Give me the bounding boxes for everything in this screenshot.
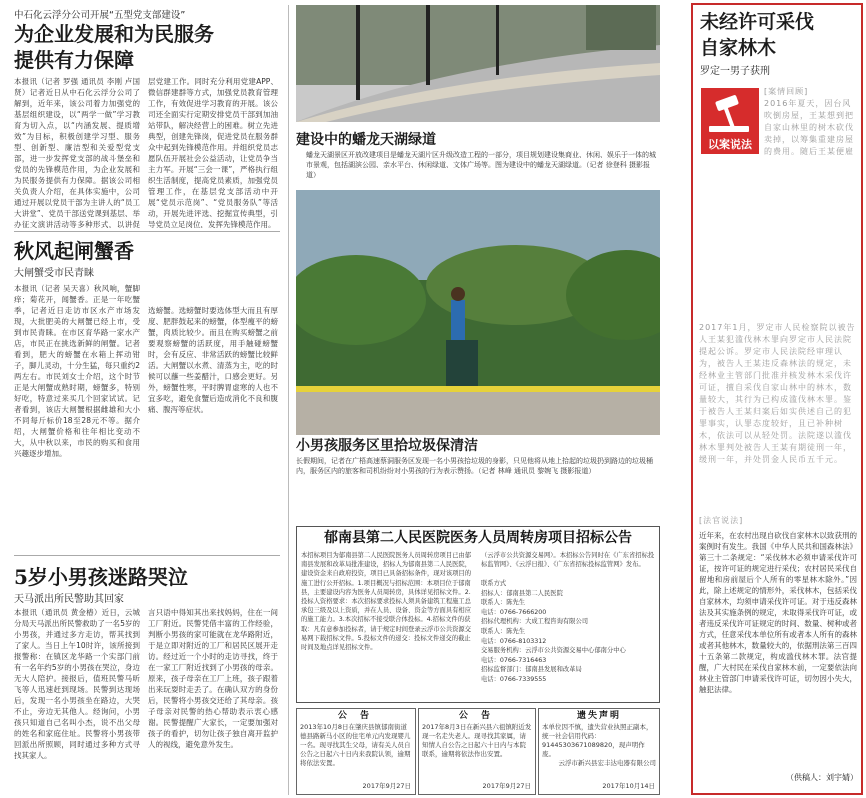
column-rule xyxy=(288,5,289,795)
case-paragraph-1: 2016年夏天，因台风吹倒房屋，王某想到把自家山林里的树木砍伐卖掉，以筹集重建房屋的费用。随后王某便雇 xyxy=(764,99,854,156)
greenway-caption-text: 蟠龙天湖景区开放改建项目是蟠龙天湖片区升级改造工程的一部分，项目规划建设集商业、休闲、娱乐于一体的城市景观，包括湖滨公园、亲水平台、休闲绿道、文体广场等。图为建设中的蟠龙天湖绿道。 xyxy=(306,151,656,169)
case-badge xyxy=(701,88,759,154)
boy-garbage-photo-title: 小男孩服务区里拾垃圾保清洁 xyxy=(296,438,478,454)
notice-2-body: 2017年8月3日在新兴县六祖镇附近发现一名走失老人。现寻找其家属，请知情人自公告之日起六十日内与本院联系，逾期将依法作出安置。 xyxy=(422,723,532,758)
a1-body-col1: 本报讯（记者 罗强 通讯员 李刚 卢国贤）记者近日从中石化云浮分公司了解到，近年来，该公司着力加强党的基层组织建设，以“两学一做”学习教育为切入点，以“内涵发展、提质增效”为目标，积极创建学习型、服务型、创新型、廉洁型和关爱型党支部，进一步发挥党支部的战斗堡垒和党员的先锋模范作用，为企业发展和为民服务提供有力保障。据该公司相关负责人介绍，在具体实施中，公司通过开展以党员干部为主讲人的“员工大讲堂”、党员干部送党课到基层、举办征文演讲活动等多种形式，以讲促 xyxy=(14,77,140,228)
greenway-caption xyxy=(296,150,660,190)
tender-body-col1: 本招标项目为郁南县第二人民医院医务人员周转房项目已由郁南县发展和改革局批准建设，招标人为郁南县第二人民医院，建设资金来自政府投资，项目已具备招标条件，现对该项目的施工进行公开招标。1.项目概况与招标范围：本项目位于郁南县，主要建设内容为医务人员周转房，具体详见招标文件。2.投标人资格要求：本次招标要求投标人须具备建筑工程施工总承包三级及以上资质，并在人员、设备、资金等方面具有相应的施工能力。3.本次招标不接受联合体投标。4.招标文件的获取：凡有意参加投标者，请于规定时间登录云浮市公共资源交易网下载招标文件。5.投标文件的递交：投标文件递交的截止时间及地点详见招标文件。 xyxy=(301,552,472,652)
a2-body-col1: 本报讯（记者 吴天喜）秋风响，蟹脚痒；菊花开，闻蟹香。正是一年吃蟹季，记者近日走访市区水产市场发现，大批肥美的大闸蟹已经上市，受到市民青睐。在市区育华路一家水产店，市民正在挑选新鲜的闸蟹。记者看到，肥大的螃蟹在水箱上挥动钳子，脚儿灵动，十分生猛，每只重约2两左右。市民刘女士介绍，这个时节正是大闸蟹成熟时期，螃蟹多，特别好吃，特意过来买几个回家试试。记者看到，该店大闸蟹根据雌雄和大小不同每斤标价18至28元不等。据介绍，大闸蟹价格和往年相比变动不大，从中秋以来，市民的购买和食用兴趣逐步增加。 xyxy=(14,284,140,458)
boy-garbage-caption xyxy=(296,456,660,488)
lost-statement xyxy=(538,708,660,795)
divider xyxy=(14,555,280,556)
notice-1-date: 2017年9月27日 xyxy=(362,782,411,790)
divider xyxy=(14,231,280,232)
tender-announcement xyxy=(296,526,660,703)
greenway-photo-title: 建设中的蟠龙天湖绿道 xyxy=(296,132,436,148)
left-kicker: 中石化云浮分公司开展“五型党支部建设” xyxy=(14,10,186,21)
tender-body-col2: （云浮市公共资源交易网）。本招标公告同时在《广东省招标投标监管网》、《云浮日报》、《广东省招标投标监管网》发布。 xyxy=(481,552,655,569)
law-headline-1: 未经许可采伐 xyxy=(700,11,815,33)
judge-gavel-icon xyxy=(701,90,759,136)
boy-lost-headline: 5岁小男孩迷路哭泣 xyxy=(14,565,188,589)
a3-body-col1: 本报讯（通讯员 黄金椿）近日，云城分局天马派出所民警救助了一名5岁的小男孩，并通过多方走访，帮其找到了家人。当日上午10时许，该所接到报警称：在镇区龙华路一个实部门前有一名年约5岁的小男孩在哭泣，身边无大人陪护。接报后，值班民警马昕飞等人迅速赶到现场。民警到达现场后，发现一名小男孩坐在路边，大哭不止，旁边无其他人。经询问，小男孩只知道自己名叫小杰，说不出父母的姓名和家庭住址。民警将小男孩带回派出所照顾，同时通过多种方式寻找其家人。 xyxy=(14,608,140,760)
boy-garbage-caption-text: 长假期间，记者在广梧高速蔡洞服务区发现一名小男孩拾垃圾的身影，只见他将从地上拾起的垃圾扔到路边的垃圾桶内，服务区内的旅客和司机纷纷对小男孩的行为表示赞扬。 xyxy=(296,457,653,475)
lost-statement-company: 云浮市新兴县宏丰达电器有限公司 xyxy=(558,759,656,767)
crab-subtitle: 大闸蟹受市民青睐 xyxy=(14,268,94,278)
case-heading: [案情回顾] xyxy=(764,87,809,96)
law-headline-2: 自家林木 xyxy=(700,37,777,59)
notice-1-body: 2013年10月8日在肇庆县镇郁南街道德县路新马小区的住宅单元内发现婴儿一名。现寻找其生父母，请有关人员自公告之日起六十日内来我院认领，逾期将依法安置。 xyxy=(300,723,411,767)
law-subtitle: 罗定一男子获刑 xyxy=(700,66,770,76)
notice-2-title: 公 告 xyxy=(458,711,496,721)
greenway-photo xyxy=(296,5,660,122)
law-paragraph: 近年来，在农村出现自砍伐自家林木以致获刑的案例时有发生。我国《中华人民共和国森林法》第三十二条规定：“采伐林木必须申请采伐许可证，按许可证的规定进行采伐；农村居民采伐自留地和房前屋后个人所有的零星林木除外。”因此，除上述规定的情形外，采伐林木，包括采伐自家林木，均须申请采伐许可证。对于违反森林法及其实施条例的规定，未取得采伐许可证，或者违反采伐许可证规定的时间、数量、树种或者方式，任意采伐本单位所有或者本人所有的森林或者其他林木，数量较大的，依据刑法第三百四十五条第二款规定，构成滥伐林木罪。法官提醒，广大村民在采伐自家林木前，一定要依法向林业主管部门申请采伐许可证，切勿因小失大，触犯法律。 xyxy=(699,531,857,694)
lost-statement-date: 2017年10月14日 xyxy=(602,782,655,790)
law-heading: [法官说法] xyxy=(699,516,744,525)
case-badge-label: 以案说法 xyxy=(708,138,752,151)
left-headline-1: 为企业发展和为民服务 xyxy=(14,22,214,46)
tender-contacts: 联系方式 招标人：郁南县第二人民医院 联系人：陈先生 电话：0766-7666200 招标代理机构：大成工程咨询有限公司 联系人：陈先生 电话：0766-8103312 交易服务机构：云浮市公共资源交易中心郁南分中心 电话：0766-7316463 招标监督部门：郁南县发展和改革局 电话：0766-7339555 xyxy=(481,580,626,683)
notice-1-title: 公 告 xyxy=(337,711,375,721)
crab-headline: 秋风起闸蟹香 xyxy=(14,239,134,263)
case-paragraph-2: 2017年1月，罗定市人民检察院以被告人王某犯滥伐林木罪向罗定市人民法院提起公诉。罗定市人民法院经审理认为，被告人王某违反森林法的规定，未经林业主管部门批准并核发林木采伐许可证，擅自采伐自家山林中的林木，数量较大，其行为已构成滥伐林木罪。鉴于被告人王某归案后如实供述自己的犯罪事实，认罪态度较好，且已补种树木，依法可以从轻处罚。法院遂以滥伐林木罪判处被告人王某有期徒刑一年，缓刑一年，并处罚金人民币五千元。 xyxy=(699,323,856,464)
a2-body-col2: 选螃蟹。选螃蟹时要选体型大而且有厚度、肥胖鼓起来的螃蟹，体型瘦平的螃蟹，肉质比较少。而且在购买螃蟹之前要观察螃蟹的活跃度，用手触碰螃蟹时，会有反应、非常活跃的螃蟹比较鲜活。大闸蟹以水煮、清蒸为主，吃的时候可以蘸一些姜醋汁，口感会更好。另外，螃蟹性寒，平时脾胃虚寒的人也不宜多吃，避免食蟹后造成消化不良和腹痛、腹泻等症状。 xyxy=(148,306,278,414)
left-headline-2: 提供有力保障 xyxy=(14,48,134,72)
a3-body-col2: 言只语中得知其出来找妈妈，住在一间工厂附近。民警凭借丰富的工作经验，判断小男孩的家可能就在龙华路附近，于是立即对附近的工厂和居民区展开走访。经过近一个小时的走访寻找，终于在一家工厂附近找到了小男孩的母亲。原来，孩子母亲在工厂上班，孩子跟着出来玩耍时走丢了。在确认双方的身份后，民警将小男孩交还给了其母亲。孩子母亲对民警的热心帮助表示衷心感谢。民警提醒广大家长，一定要加强对孩子的看护，切勿让孩子独自离开监护人的视线，避免意外发生。 xyxy=(148,608,278,749)
case-paragraph-1-cont xyxy=(699,160,857,320)
law-provider: （供稿人：刘宇婧） xyxy=(786,773,858,782)
lost-statement-body: 本单位因不慎，遗失营业执照正副本，统一社会信用代码：91445303671089820，现声明作废。 xyxy=(542,723,653,758)
boy-garbage-photo xyxy=(296,190,660,435)
boy-lost-subtitle: 天马派出所民警助其回家 xyxy=(14,594,124,604)
a1-body-col2: 层党建工作。同时充分利用党建APP、微信群建群等方式，加强党员教育管理工作，有效促进学习教育的开展。该公司还全面实行定期安排党员干部到加油站带队，解决经营上的困难。树立先进典型，创建先锋岗，促进党员在服务群众中起到先锋模范作用。并组织党员志愿队伍开展社会公益活动，让党员争当主力军。开展“三会一课”，严格执行组织生活制度，提高党员素质，加强党员管理工作，在基层党支部活动中开展“党员示范岗”、“党员服务队”等活动，开展先进评选、挖掘宣传典型，引导党员立足岗位，发挥先锋模范作用。 xyxy=(148,77,278,228)
notice-2 xyxy=(418,708,536,795)
boy-garbage-credit: （记者 林峰 通讯员 黎婉飞 摄影报道） xyxy=(478,467,596,475)
notice-2-date: 2017年9月27日 xyxy=(482,782,531,790)
lost-statement-title: 遗失声明 xyxy=(576,711,621,721)
tender-title: 郁南县第二人民医院医务人员周转房项目招标公告 xyxy=(324,530,632,546)
greenway-credit: （记者 徐登科 摄影报道） xyxy=(306,161,650,179)
notice-1 xyxy=(296,708,416,795)
